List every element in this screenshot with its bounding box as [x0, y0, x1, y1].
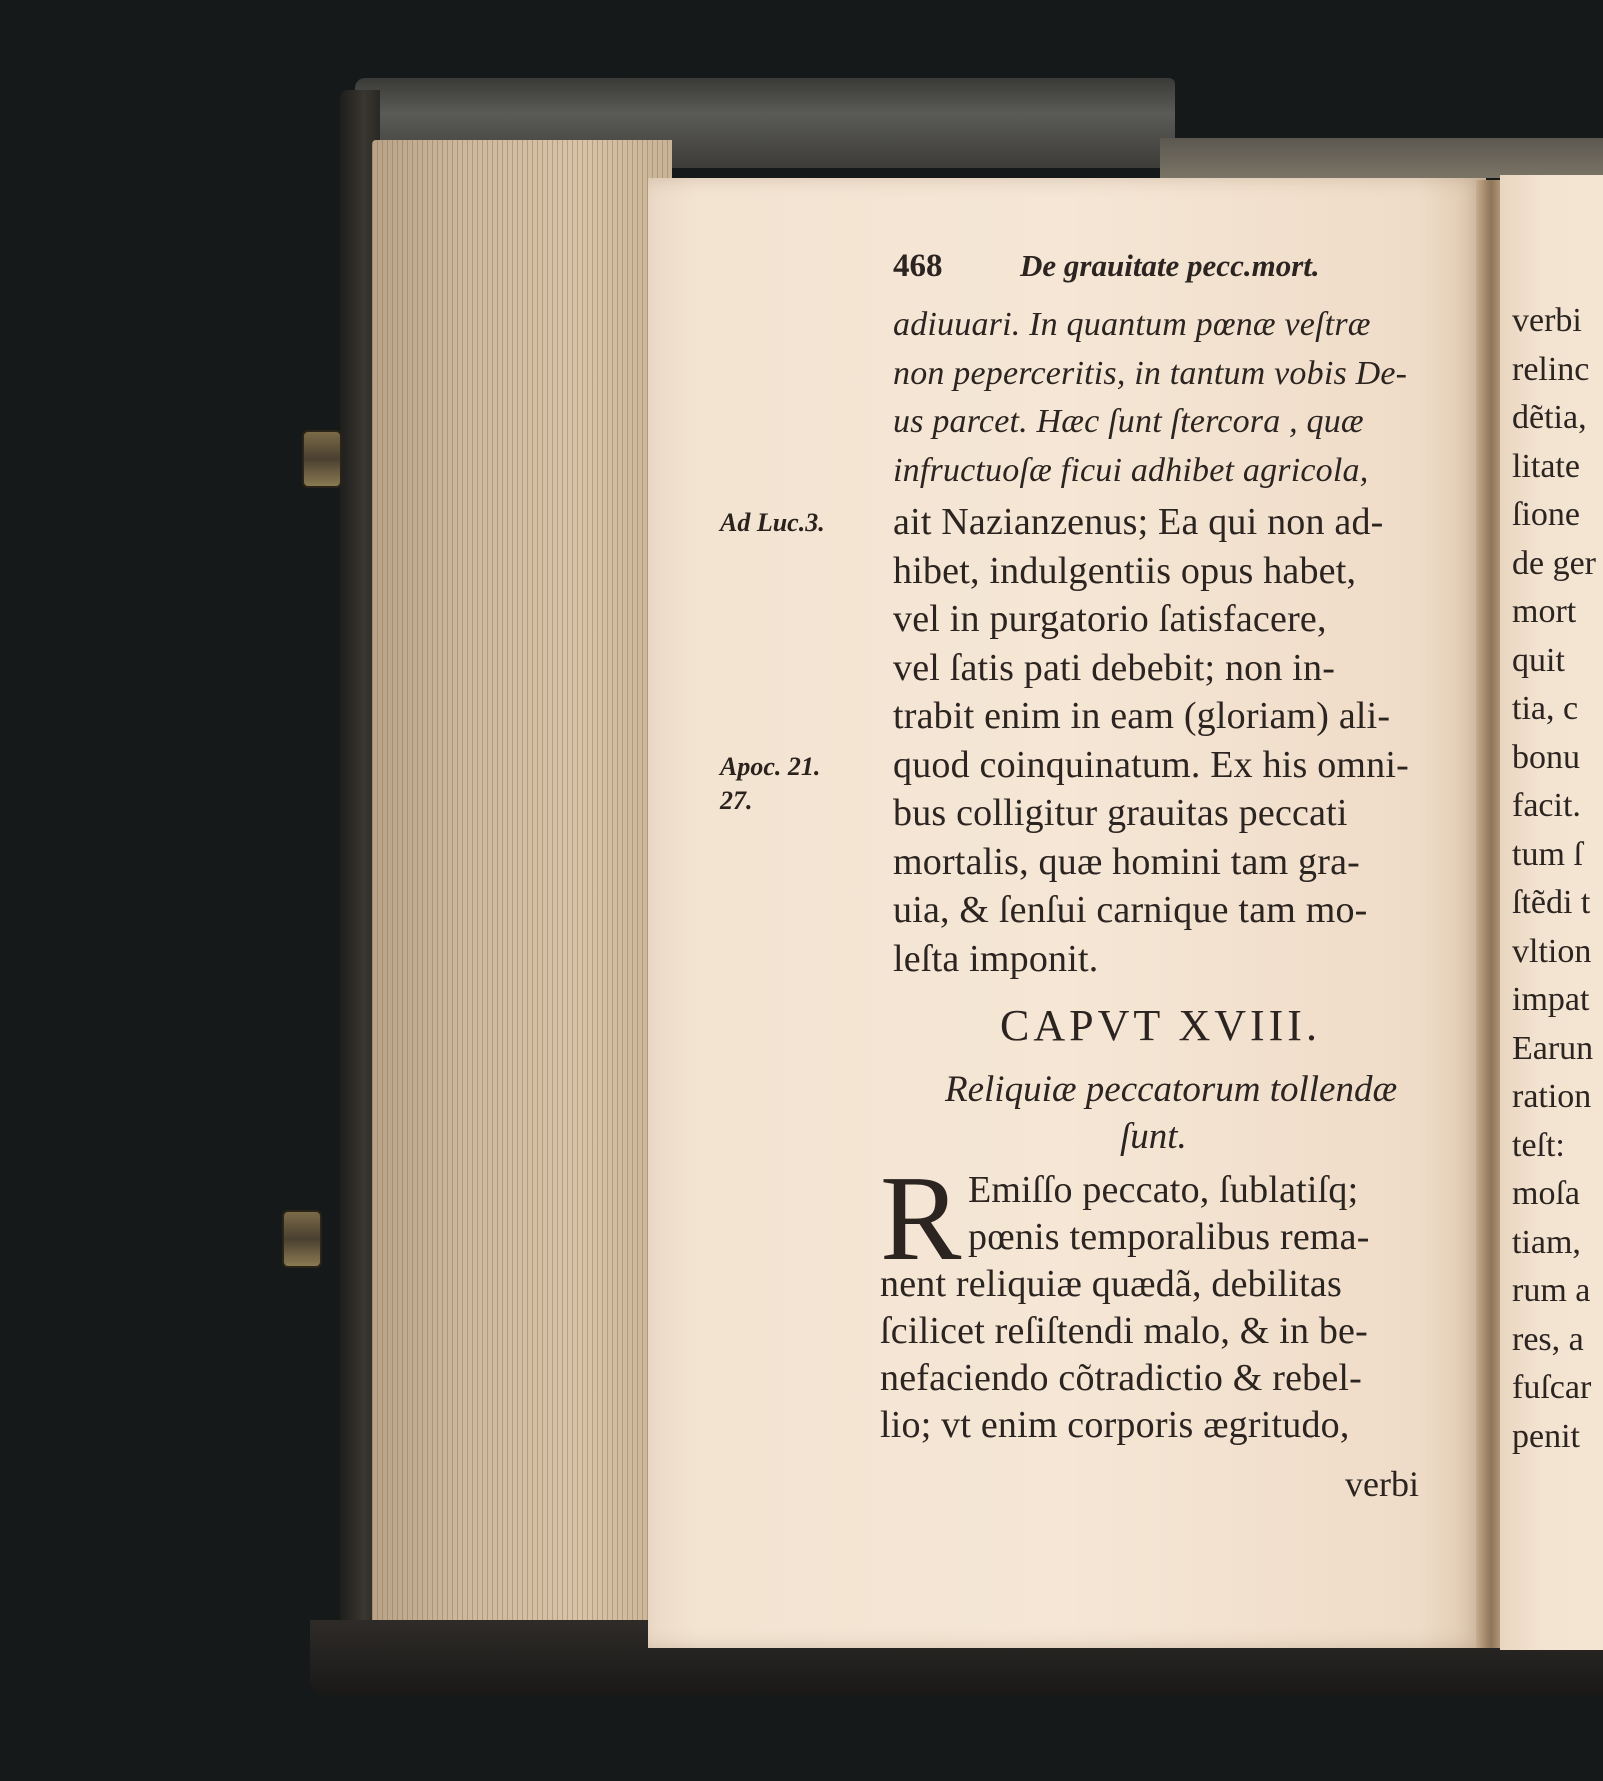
facing-page-line: relinc — [1512, 350, 1590, 388]
facing-page-line: tum ſ — [1512, 835, 1583, 873]
facing-page-line: tiam, — [1512, 1223, 1581, 1261]
facing-page-line: facit. — [1512, 787, 1581, 824]
running-title: De grauitate pecc.mort. — [1020, 248, 1320, 283]
margin-note: Ad Luc.3. — [720, 508, 825, 537]
facing-page-line: Earun — [1512, 1029, 1594, 1067]
text-line: quod coinquinatum. Ex his omni- — [893, 743, 1409, 786]
chapter-heading: CAPVT XVIII. — [1000, 1001, 1321, 1050]
text-line: ait Nazianzenus; Ea qui non ad- — [893, 501, 1384, 543]
margin-note: 27. — [720, 786, 753, 815]
paragraph-line: nent reliquiæ quædã, debilitas — [880, 1263, 1342, 1305]
facing-page-line: moſa — [1512, 1175, 1580, 1212]
text-line: adiuuari. In quantum pœnæ veſtræ — [893, 306, 1371, 343]
facing-page-line: dẽtia, — [1512, 399, 1587, 436]
page-edges — [372, 140, 672, 1660]
text-line: vel ſatis pati debebit; non in- — [893, 646, 1336, 689]
text-line: trabit enim in eam (gloriam) ali- — [893, 695, 1391, 737]
facing-page-line: ſtẽdi t — [1512, 884, 1591, 921]
chapter-subtitle-line2: ſunt. — [1120, 1116, 1187, 1157]
facing-page-line: penit — [1512, 1417, 1580, 1455]
facing-page-line: fuſcar — [1512, 1369, 1592, 1406]
clasp-top — [302, 430, 342, 488]
text-line: us parcet. Hæc ſunt ſtercora , quæ — [893, 403, 1364, 440]
facing-page-line: verbi — [1512, 302, 1582, 339]
facing-page-line: tia, c — [1512, 690, 1579, 727]
facing-page-line: litate — [1512, 447, 1580, 485]
paragraph-line: nefaciendo cõtradictio & rebel- — [880, 1357, 1363, 1399]
facing-page-line: res, a — [1512, 1320, 1584, 1358]
facing-page-line: impat — [1512, 981, 1590, 1018]
paragraph-line: pœnis temporalibus rema- — [968, 1216, 1370, 1258]
clasp-bottom — [282, 1210, 322, 1268]
text-line: bus colligitur grauitas peccati — [893, 792, 1348, 834]
text-line: uia, & ſenſui carnique tam mo- — [893, 889, 1368, 931]
paragraph-line: lio; vt enim corporis ægritudo, — [880, 1404, 1350, 1446]
facing-page-line: quit — [1512, 641, 1565, 679]
drop-cap: R — [880, 1151, 962, 1286]
catchword: verbi — [1345, 1464, 1419, 1504]
facing-page-line: bonu — [1512, 738, 1580, 776]
facing-page-line: vltion — [1512, 932, 1592, 970]
text-line: non peperceritis, in tantum vobis De- — [893, 354, 1408, 392]
chapter-subtitle-line1: Reliquiæ peccatorum tollendæ — [945, 1069, 1398, 1110]
facing-page-line: ſione — [1512, 496, 1580, 533]
paragraph-line: ſcilicet reſiſtendi malo, & in be- — [880, 1310, 1368, 1352]
text-line: hibet, indulgentiis opus habet, — [893, 549, 1357, 592]
facing-page-line: ration — [1512, 1078, 1592, 1115]
text-line: mortalis, quæ homini tam gra- — [893, 840, 1361, 883]
paragraph-line: Emiſſo peccato, ſublatiſq; — [968, 1169, 1359, 1211]
facing-page-line: mort — [1512, 593, 1577, 630]
facing-page-line: rum a — [1512, 1272, 1591, 1309]
text-line: infructuoſæ ficui adhibet agricola, — [893, 451, 1369, 489]
margin-note: Apoc. 21. — [720, 752, 821, 781]
book-cover-top-right — [1160, 138, 1603, 178]
facing-page-line: teſt: — [1512, 1126, 1565, 1164]
text-line: leſta imponit. — [893, 937, 1099, 980]
text-line: vel in purgatorio ſatisfacere, — [893, 598, 1327, 640]
page-number: 468 — [893, 248, 943, 284]
facing-page-line: de ger — [1512, 544, 1597, 582]
